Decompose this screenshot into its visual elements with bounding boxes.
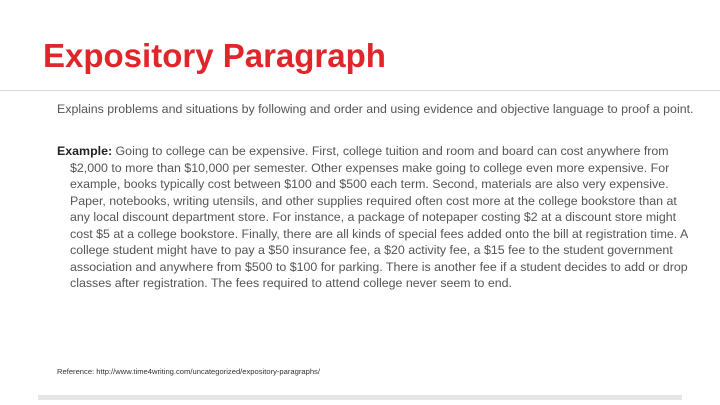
example-paragraph <box>57 143 700 292</box>
reference-note: Reference: http://www.time4writing.com/uncategorized/expository-paragraphs/ <box>57 367 320 376</box>
example-label: Example: <box>57 144 113 158</box>
intro-paragraph: Explains problems and situations by following and order and using evidence and objective language to proof a point. <box>57 102 694 116</box>
title-divider <box>0 90 720 91</box>
example-text: Going to college can be expensive. First, college tuition and room and board can cost anywhere from $2,000 to more than $10,000 per semester. Other expenses make going to college even more expensive. For example, books typically cost between $100 and $500 each term. Second, materials are also very expensive. Paper, notebooks, writing utensils, and other supplies required often cost more at the college bookstore than at any local discount department store. For instance, a package of notepaper costing $2 at a discount store might cost $5 at a college bookstore. Finally, there are all kinds of special fees added onto the bill at registration time. A college student might have to pay a $50 insurance fee, a $20 activity fee, a $15 fee to the student government association and anywhere from $500 to $100 for parking. There is another fee if a student decides to add or drop classes after registration. The fees required to attend college never seem to end. <box>70 144 688 290</box>
footer-bar <box>38 395 682 400</box>
slide-title: Expository Paragraph <box>43 37 386 74</box>
